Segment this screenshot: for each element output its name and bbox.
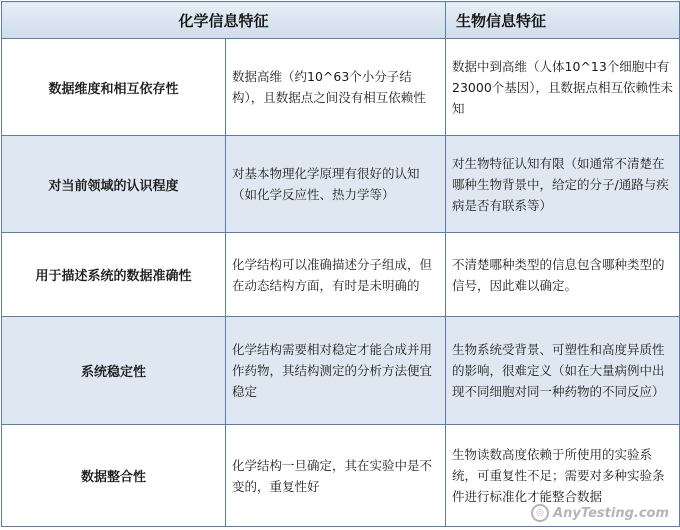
header-chemical-features: 化学信息特征 (2, 2, 446, 39)
row-label: 系统稳定性 (2, 317, 226, 425)
bio-cell: 数据中到高维（人体10^13个细胞中有23000个基因），且数据点相互依赖性未知 (446, 39, 680, 136)
watermark (531, 504, 669, 522)
header-row (2, 2, 680, 39)
chem-cell: 化学结构可以准确描述分子组成，但在动态结构方面，有时是未明确的 (226, 233, 446, 317)
table-row (2, 317, 680, 425)
table-row (2, 233, 680, 317)
comparison-table-container (1, 1, 679, 528)
chem-cell: 化学结构一旦确定，其在实验中是不变的，重复性好 (226, 425, 446, 527)
chem-cell: 对基本物理化学原理有很好的认知（如化学反应性、热力学等） (226, 136, 446, 233)
comparison-table (1, 1, 680, 527)
table-row (2, 136, 680, 233)
bio-cell: 不清楚哪种类型的信息包含哪种类型的信号，因此难以确定。 (446, 233, 680, 317)
chem-cell: 数据高维（约10^63个小分子结构），且数据点之间没有相互依赖性 (226, 39, 446, 136)
anytesting-logo-icon: ◎ (531, 504, 549, 522)
row-label: 对当前领域的认识程度 (2, 136, 226, 233)
bio-cell: 生物读数高度依赖于所使用的实验系统，可重复性不足；需要对多种实验条件进行标准化才能整合数据 (446, 425, 680, 527)
bio-cell: 对生物特征认知有限（如通常不清楚在哪种生物背景中，给定的分子/通路与疾病是否有联系等） (446, 136, 680, 233)
row-label: 用于描述系统的数据准确性 (2, 233, 226, 317)
row-label: 数据整合性 (2, 425, 226, 527)
row-label: 数据维度和相互依存性 (2, 39, 226, 136)
watermark-text: AnyTesting.com (553, 505, 669, 521)
bio-cell: 生物系统受背景、可塑性和高度异质性的影响，很难定义（如在大量病例中出现不同细胞对同一种药物的不同反应） (446, 317, 680, 425)
chem-cell: 化学结构需要相对稳定才能合成并用作药物，其结构测定的分析方法便宜稳定 (226, 317, 446, 425)
table-row (2, 39, 680, 136)
header-biological-features: 生物信息特征 (446, 2, 680, 39)
